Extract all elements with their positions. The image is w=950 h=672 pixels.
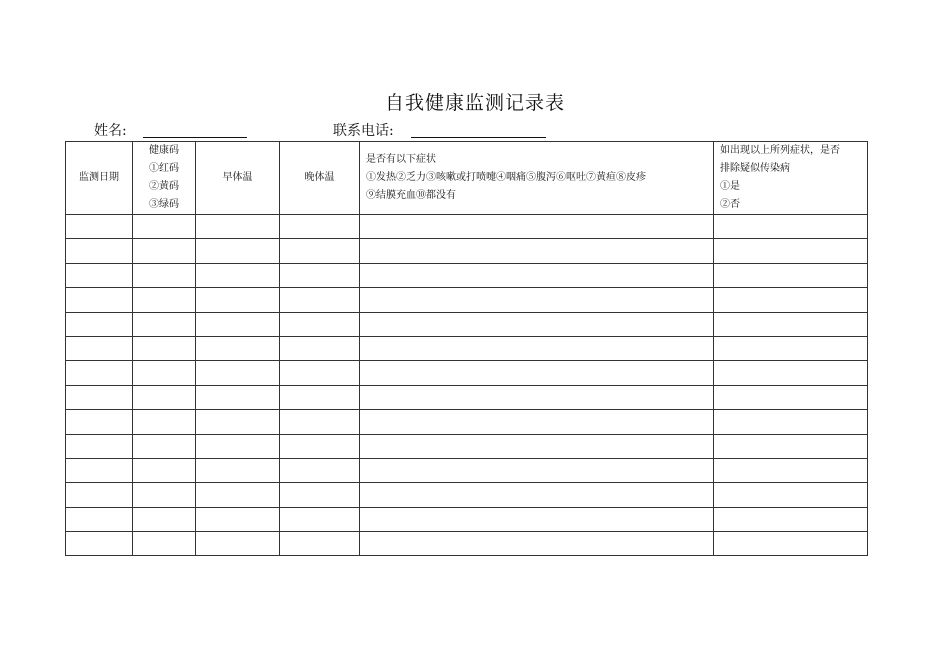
table-row (66, 507, 868, 531)
exclusion-line-1: 如出现以上所列症状，是否 (720, 145, 840, 156)
table-row (66, 215, 868, 239)
table-row (66, 312, 868, 336)
symptoms-cell[interactable] (360, 532, 714, 556)
table-row (66, 336, 868, 360)
date-cell[interactable] (66, 434, 133, 458)
header-morning-temp: 早体温 (196, 142, 280, 215)
symptoms-cell[interactable] (360, 385, 714, 409)
date-cell[interactable] (66, 507, 133, 531)
exclusion-cell[interactable] (714, 239, 868, 263)
evening-temp-cell[interactable] (280, 434, 360, 458)
symptoms-cell[interactable] (360, 434, 714, 458)
date-cell[interactable] (66, 312, 133, 336)
phone-label: 联系电话: (333, 123, 394, 139)
date-cell[interactable] (66, 385, 133, 409)
exclusion-cell[interactable] (714, 336, 868, 360)
morning-temp-cell[interactable] (196, 483, 280, 507)
symptoms-cell[interactable] (360, 410, 714, 434)
exclusion-option-no: ②否 (720, 199, 740, 210)
symptoms-cell[interactable] (360, 263, 714, 287)
date-cell[interactable] (66, 532, 133, 556)
evening-temp-cell[interactable] (280, 263, 360, 287)
symptoms-cell[interactable] (360, 239, 714, 263)
name-field[interactable] (143, 137, 247, 138)
table-row (66, 263, 868, 287)
health-code-cell[interactable] (133, 483, 196, 507)
exclusion-line-2: 排除疑似传染病 (720, 163, 790, 174)
symptoms-cell[interactable] (360, 336, 714, 360)
exclusion-cell[interactable] (714, 410, 868, 434)
exclusion-cell[interactable] (714, 215, 868, 239)
table-row (66, 361, 868, 385)
health-code-option-green: ③绿码 (149, 199, 179, 210)
morning-temp-cell[interactable] (196, 458, 280, 482)
date-cell[interactable] (66, 288, 133, 312)
header-symptoms (360, 142, 714, 215)
header-exclusion (714, 142, 868, 215)
symptoms-cell[interactable] (360, 483, 714, 507)
health-code-cell[interactable] (133, 385, 196, 409)
evening-temp-cell[interactable] (280, 312, 360, 336)
header-date: 监测日期 (66, 142, 133, 215)
morning-temp-cell[interactable] (196, 263, 280, 287)
symptoms-list-1: ①发热②乏力③咳嗽或打喷嚏④咽痛⑤腹泻⑥呕吐⑦黄疸⑧皮疹 (366, 172, 646, 183)
table-row (66, 385, 868, 409)
exclusion-cell[interactable] (714, 434, 868, 458)
health-code-cell[interactable] (133, 263, 196, 287)
health-code-cell[interactable] (133, 312, 196, 336)
record-body (66, 215, 868, 556)
exclusion-cell[interactable] (714, 263, 868, 287)
header-health-code (133, 142, 196, 215)
morning-temp-cell[interactable] (196, 288, 280, 312)
morning-temp-cell[interactable] (196, 215, 280, 239)
symptoms-cell[interactable] (360, 458, 714, 482)
health-code-cell[interactable] (133, 410, 196, 434)
symptoms-cell[interactable] (360, 361, 714, 385)
morning-temp-cell[interactable] (196, 336, 280, 360)
health-code-cell[interactable] (133, 336, 196, 360)
date-cell[interactable] (66, 458, 133, 482)
health-code-cell[interactable] (133, 215, 196, 239)
evening-temp-cell[interactable] (280, 507, 360, 531)
evening-temp-cell[interactable] (280, 215, 360, 239)
date-cell[interactable] (66, 239, 133, 263)
evening-temp-cell[interactable] (280, 483, 360, 507)
health-code-option-red: ①红码 (149, 163, 179, 174)
exclusion-cell[interactable] (714, 312, 868, 336)
health-code-cell[interactable] (133, 532, 196, 556)
exclusion-cell[interactable] (714, 507, 868, 531)
phone-field[interactable] (411, 137, 546, 138)
evening-temp-cell[interactable] (280, 239, 360, 263)
evening-temp-cell[interactable] (280, 361, 360, 385)
evening-temp-cell[interactable] (280, 410, 360, 434)
evening-temp-cell[interactable] (280, 288, 360, 312)
table-row (66, 434, 868, 458)
morning-temp-cell[interactable] (196, 385, 280, 409)
morning-temp-cell[interactable] (196, 507, 280, 531)
morning-temp-cell[interactable] (196, 312, 280, 336)
exclusion-cell[interactable] (714, 458, 868, 482)
table-row (66, 483, 868, 507)
symptoms-list-2: ⑨结膜充血⑩都没有 (366, 190, 456, 201)
date-cell[interactable] (66, 263, 133, 287)
symptoms-cell[interactable] (360, 312, 714, 336)
evening-temp-cell[interactable] (280, 532, 360, 556)
symptoms-cell[interactable] (360, 215, 714, 239)
table-row (66, 239, 868, 263)
morning-temp-cell[interactable] (196, 434, 280, 458)
exclusion-cell[interactable] (714, 483, 868, 507)
date-cell[interactable] (66, 483, 133, 507)
exclusion-cell[interactable] (714, 385, 868, 409)
record-table (65, 141, 868, 556)
health-code-cell[interactable] (133, 288, 196, 312)
exclusion-option-yes: ①是 (720, 181, 740, 192)
health-code-cell[interactable] (133, 458, 196, 482)
symptoms-cell[interactable] (360, 288, 714, 312)
symptoms-title: 是否有以下症状 (366, 154, 436, 165)
morning-temp-cell[interactable] (196, 361, 280, 385)
table-row (66, 532, 868, 556)
date-cell[interactable] (66, 336, 133, 360)
morning-temp-cell[interactable] (196, 410, 280, 434)
symptoms-cell[interactable] (360, 507, 714, 531)
morning-temp-cell[interactable] (196, 532, 280, 556)
name-label: 姓名: (94, 123, 127, 139)
health-code-title: 健康码 (149, 145, 179, 156)
health-code-cell[interactable] (133, 239, 196, 263)
exclusion-cell[interactable] (714, 288, 868, 312)
table-row (66, 458, 868, 482)
health-code-cell[interactable] (133, 507, 196, 531)
health-code-cell[interactable] (133, 434, 196, 458)
date-cell[interactable] (66, 361, 133, 385)
date-cell[interactable] (66, 410, 133, 434)
exclusion-cell[interactable] (714, 361, 868, 385)
date-cell[interactable] (66, 215, 133, 239)
health-code-cell[interactable] (133, 361, 196, 385)
header-row (66, 142, 868, 215)
evening-temp-cell[interactable] (280, 458, 360, 482)
evening-temp-cell[interactable] (280, 385, 360, 409)
health-code-option-yellow: ②黄码 (149, 181, 179, 192)
table-row (66, 288, 868, 312)
table-row (66, 410, 868, 434)
header-evening-temp: 晚体温 (280, 142, 360, 215)
evening-temp-cell[interactable] (280, 336, 360, 360)
page-title: 自我健康监测记录表 (384, 92, 565, 114)
morning-temp-cell[interactable] (196, 239, 280, 263)
exclusion-cell[interactable] (714, 532, 868, 556)
